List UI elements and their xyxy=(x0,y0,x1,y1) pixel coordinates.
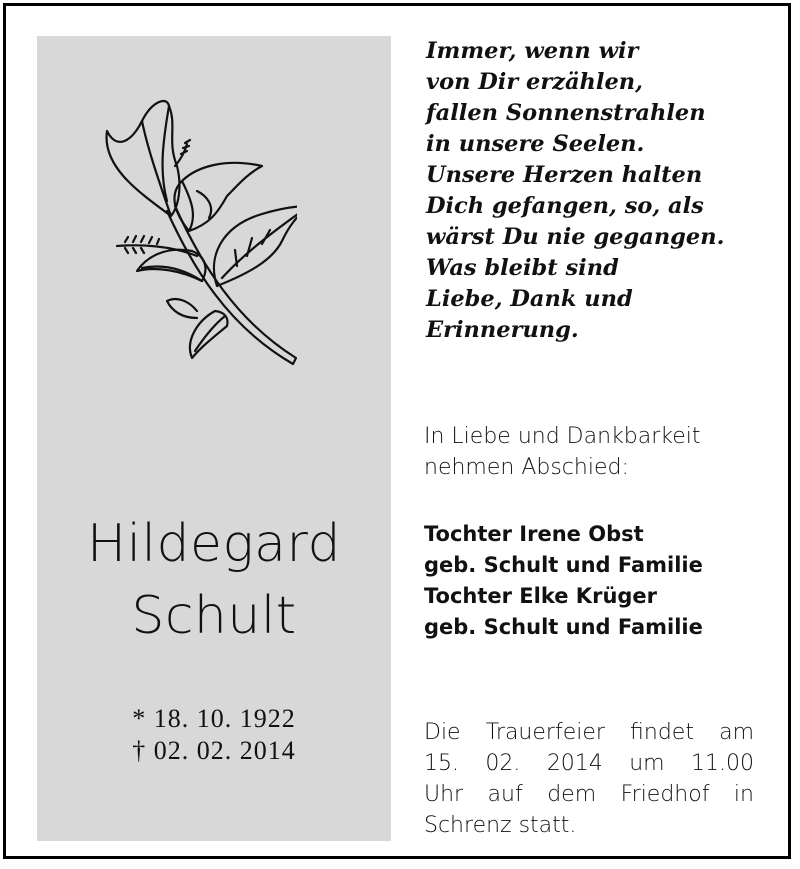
service-line: Die Trauerfeier findet am xyxy=(424,720,754,745)
farewell-text xyxy=(424,421,764,483)
mourner-line: Tochter Elke Krüger xyxy=(424,584,658,608)
farewell-line: nehmen Abschied: xyxy=(424,455,629,480)
memorial-panel xyxy=(37,36,391,841)
farewell-line: In Liebe und Dankbarkeit xyxy=(424,424,701,449)
poem-line: Dich gefangen, so, als xyxy=(426,193,704,219)
poem-line: Was bleibt sind xyxy=(426,255,619,281)
service-line: Uhr auf dem Friedhof in xyxy=(424,782,754,807)
mourner-line: geb. Schult und Familie xyxy=(424,615,703,639)
obituary-frame xyxy=(3,3,791,859)
mourners-list xyxy=(424,519,764,643)
deceased-last-name: Schult xyxy=(131,586,297,646)
memorial-poem xyxy=(426,36,786,346)
poem-line: Immer, wenn wir xyxy=(426,38,639,64)
poem-line: Liebe, Dank und xyxy=(426,286,633,312)
mourner-line: geb. Schult und Familie xyxy=(424,553,703,577)
poem-line: in unsere Seelen. xyxy=(426,131,645,157)
mourner-line: Tochter Irene Obst xyxy=(424,522,644,546)
poem-line: von Dir erzählen, xyxy=(426,69,643,95)
service-line: Schrenz statt. xyxy=(424,813,577,838)
birth-date: * 18. 10. 1922 xyxy=(132,704,296,733)
poem-line: wärst Du nie gegangen. xyxy=(426,224,725,250)
funeral-service-info xyxy=(424,717,754,841)
calla-lily-icon xyxy=(97,96,297,366)
deceased-first-name: Hildegard xyxy=(86,514,342,574)
poem-line: fallen Sonnenstrahlen xyxy=(426,100,706,126)
death-date: † 02. 02. 2014 xyxy=(132,736,296,765)
service-line: 15. 02. 2014 um 11.00 xyxy=(424,751,754,776)
poem-line: Erinnerung. xyxy=(426,317,579,343)
poem-line: Unsere Herzen halten xyxy=(426,162,703,188)
